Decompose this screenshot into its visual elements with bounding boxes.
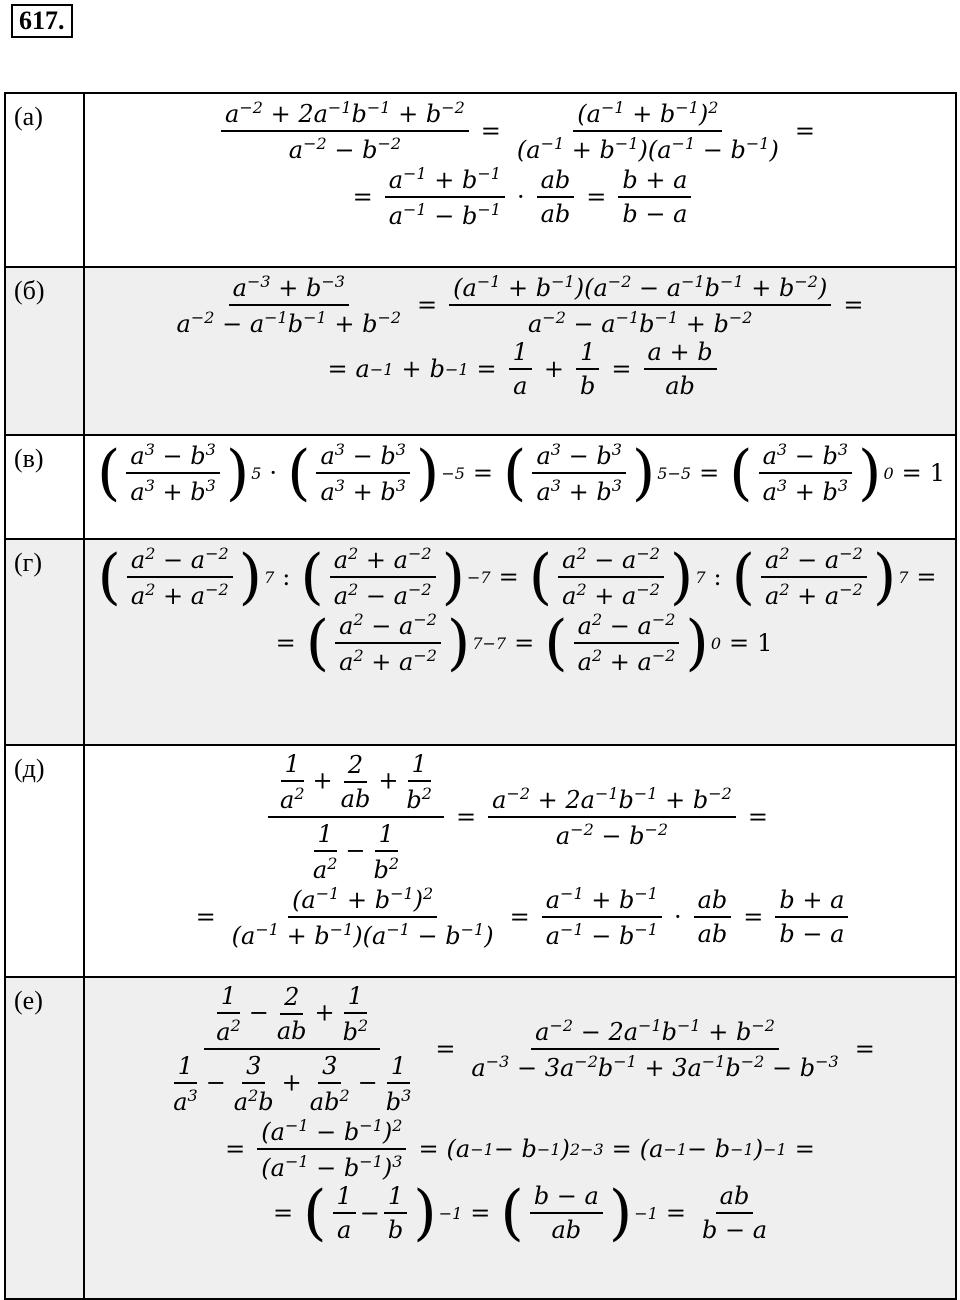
math-line: = ( $\frac{1}{a}$ − $\frac{1}{b}$ ) −1 = ( $\frac{b - a}{ab}$ ) −1 = $\frac{ab}{b - a}$ xyxy=(265,1182,775,1244)
solution-body-b xyxy=(84,267,956,435)
math-expression-e xyxy=(91,750,949,950)
solution-row-d xyxy=(5,539,956,745)
math-line: = $\frac{(a^{-1} + b^{-1})^2}{(a^{-1} + b^{-1})(a^{-1} - b^{-1})}$ = $\frac{a^{-1} + b^{-1}}{a^{-1} - b^{-1}}$ · $\frac{ab}{ab}$ = $\frac{b + a}{b - a}$ xyxy=(188,884,853,950)
row-label-a: (а) xyxy=(5,93,84,267)
fraction: $\frac{(a^{-1} + b^{-1})^2}{(a^{-1} + b^{-1})(a^{-1} - b^{-1})}$ xyxy=(231,884,494,950)
math-expression-b xyxy=(91,272,949,400)
solution-body-f xyxy=(84,977,956,1299)
solution-row-e xyxy=(5,745,956,977)
math-line: $\frac{1}{a^2}$ + $\frac{2}{ab}$ + $\frac{1}{b^2}$ $\frac{1}{a^2}$ − $\frac{1}{b^2}$ = $\frac{a^{-2} + 2a^{-1}b^{-1} + b^{-2}}{a^{-2} - b^{-2}}$ = xyxy=(264,750,776,884)
math-line: = $\frac{(a^{-1} - b^{-1})^2}{(a^{-1} - b^{-1})^3}$ = (a −1 − b −1 ) 2−3 = (a −1 − b −1 ) −1 = xyxy=(225,1116,815,1182)
row-label-f: (е) xyxy=(5,977,84,1299)
fraction: $\frac{a^{-2} + 2a^{-1}b^{-1} + b^{-2}}{a^{-2} - b^{-2}}$ xyxy=(488,784,736,850)
problem-number-text: 617 xyxy=(19,6,58,35)
fraction: $\frac{a + b}{ab}$ xyxy=(644,338,717,400)
math-line: $\frac{1}{a^2}$ − $\frac{2}{ab}$ + $\frac{1}{b^2}$ $\frac{1}{a^3}$ − $\frac{3}{a^2b}$ + $\frac{3}{ab^2}$ − $\frac{1}{b^3}$ = $\frac{a^{-2} - 2a^{-1}b^{-1} + b^{-2}}{a^{-3} - 3a^{-2}b^{-1} + 3a^{-1}b^{-2} - b^{-3}}$ = xyxy=(157,982,883,1116)
fraction: $\frac{a^{-3} + b^{-3}}{a^{-2} - a^{-1}b^{-1} + b^{-2}}$ xyxy=(176,272,402,338)
fraction: $\frac{1}{a}$ xyxy=(509,338,532,400)
math-line: ( $\frac{a^3 - b^3}{a^3 + b^3}$ ) 5 · ( $\frac{a^3 - b^3}{a^3 + b^3}$ ) −5 = ( $\frac{a^3 - b^3}{a^3 + b^3}$ ) 5−5 = ( $\frac{a^3 - b^3}{a^3 + b^3}$ ) 0 = 1 xyxy=(96,438,946,508)
math-line: = a −1 + b −1 = $\frac{1}{a}$ + $\frac{1}{b}$ = $\frac{a + b}{ab}$ xyxy=(319,338,720,400)
math-line: ( $\frac{a^2 - a^{-2}}{a^2 + a^{-2}}$ ) 7 : ( $\frac{a^2 + a^{-2}}{a^2 - a^{-2}}$ ) −7 = ( $\frac{a^2 - a^{-2}}{a^2 + a^{-2}}$ ) 7 : ( $\frac{a^2 - a^{-2}}{a^2 + a^{-2}}$ ) 7 = xyxy=(97,542,937,612)
row-label-e: (д) xyxy=(5,745,84,977)
fraction: $\frac{1}{a^2}$ + $\frac{2}{ab}$ + $\frac{1}{b^2}$ $\frac{1}{a^2}$ − $\frac{1}{b^2}$ xyxy=(268,750,444,884)
fraction: $\frac{b + a}{b - a}$ xyxy=(775,886,848,948)
math-line: = $\frac{a^{-1} + b^{-1}}{a^{-1} - b^{-1}}$ · $\frac{ab}{ab}$ = $\frac{b + a}{b - a}$ xyxy=(345,164,696,230)
solution-body-a xyxy=(84,93,956,267)
math-line: $\frac{a^{-3} + b^{-3}}{a^{-2} - a^{-1}b^{-1} + b^{-2}}$ = $\frac{(a^{-1} + b^{-1})(a^{-2} - a^{-1}b^{-1} + b^{-2})}{a^{-2} - a^{-1}b^{-1} + b^{-2}}$ = xyxy=(169,272,872,338)
solution-row-a xyxy=(5,93,956,267)
math-expression-c xyxy=(91,440,949,506)
fraction: $\frac{a^{-1} + b^{-1}}{a^{-1} - b^{-1}}$ xyxy=(542,884,662,950)
fraction: $\frac{(a^{-1} + b^{-1})(a^{-2} - a^{-1}b^{-1} + b^{-2})}{a^{-2} - a^{-1}b^{-1} + b^{-2}}$ xyxy=(449,272,831,338)
fraction: $\frac{a^{-2} - 2a^{-1}b^{-1} + b^{-2}}{a^{-3} - 3a^{-2}b^{-1} + 3a^{-1}b^{-2} - b^{-3}}$ xyxy=(471,1016,839,1082)
fraction: $\frac{b + a}{b - a}$ xyxy=(618,166,691,228)
fraction: $\frac{a^{-2} + 2a^{-1}b^{-1} + b^{-2}}{a^{-2} - b^{-2}}$ xyxy=(221,98,469,164)
solution-body-e xyxy=(84,745,956,977)
row-label-d: (г) xyxy=(5,539,84,745)
solutions-table xyxy=(4,92,957,1300)
fraction: $\frac{ab}{b - a}$ xyxy=(701,1182,768,1244)
row-label-c: (в) xyxy=(5,435,84,539)
math-line: = ( $\frac{a^2 - a^{-2}}{a^2 + a^{-2}}$ ) 7−7 = ( $\frac{a^2 - a^{-2}}{a^2 + a^{-2}}$ ) 0 = 1 xyxy=(275,608,773,678)
fraction: $\frac{(a^{-1} + b^{-1})^2}{(a^{-1} + b^{-1})(a^{-1} - b^{-1})}$ xyxy=(516,98,779,164)
math-line: $\frac{a^{-2} + 2a^{-1}b^{-1} + b^{-2}}{a^{-2} - b^{-2}}$ = $\frac{(a^{-1} + b^{-1})^2}{(a^{-1} + b^{-1})(a^{-1} - b^{-1})}$ = xyxy=(217,98,823,164)
fraction: $\frac{ab}{ab}$ xyxy=(537,166,575,228)
row-label-b: (б) xyxy=(5,267,84,435)
math-expression-f xyxy=(91,982,949,1248)
solution-row-c xyxy=(5,435,956,539)
fraction: $\frac{1}{a^2}$ − $\frac{2}{ab}$ + $\frac{1}{b^2}$ $\frac{1}{a^3}$ − $\frac{3}{a^2b}$ + $\frac{3}{ab^2}$ − $\frac{1}{b^3}$ xyxy=(173,982,412,1116)
fraction: $\frac{ab}{ab}$ xyxy=(694,886,732,948)
math-expression-a xyxy=(91,98,949,230)
solution-body-c xyxy=(84,435,956,539)
fraction: $\frac{a^{-1} + b^{-1}}{a^{-1} - b^{-1}}$ xyxy=(385,164,505,230)
fraction: $\frac{1}{b}$ xyxy=(576,338,599,400)
math-expression-d xyxy=(91,544,949,676)
solution-row-b xyxy=(5,267,956,435)
solution-body-d xyxy=(84,539,956,745)
problem-number xyxy=(11,4,73,38)
problem-number-dot: . xyxy=(58,6,65,35)
solution-row-f xyxy=(5,977,956,1299)
fraction: $\frac{(a^{-1} - b^{-1})^2}{(a^{-1} - b^{-1})^3}$ xyxy=(257,1116,406,1182)
